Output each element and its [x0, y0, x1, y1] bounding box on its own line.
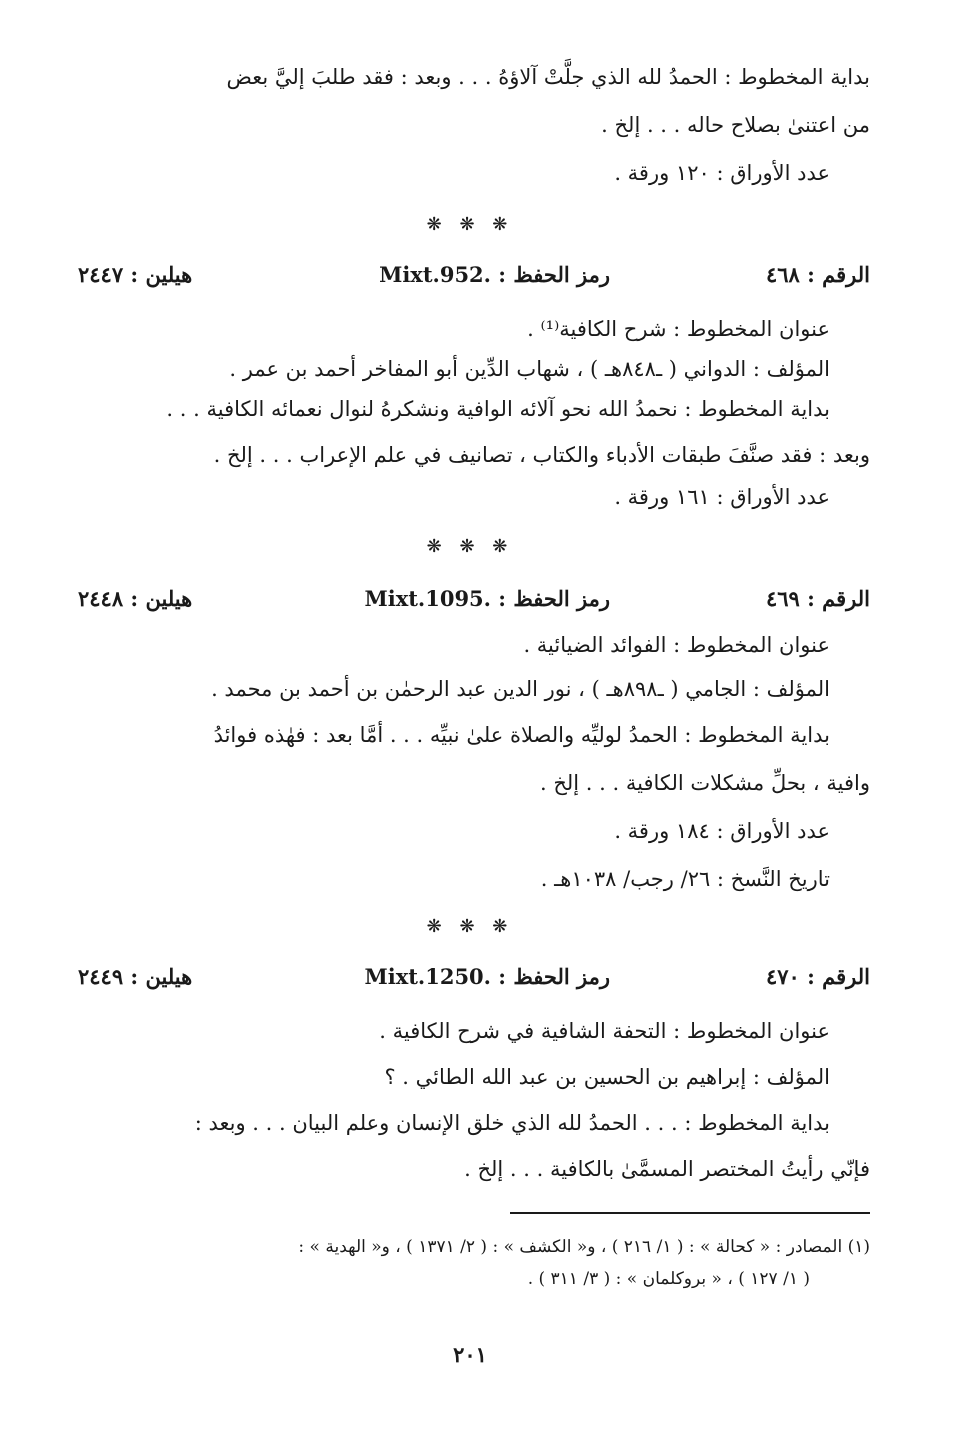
folios: عدد الأوراق : ١٦١ ورقة .: [614, 485, 830, 509]
manuscript-title: عنوان المخطوط : شرح الكافية⁽¹⁾ .: [527, 317, 830, 341]
footnote-rule: [510, 1212, 870, 1214]
section-separator: ❋ ❋ ❋: [426, 214, 514, 235]
document-page: [70, 52, 870, 1412]
author: المؤلف : إبراهيم بن الحسين بن عبد الله الطائي . ؟: [384, 1065, 830, 1089]
entry-header: [70, 260, 870, 290]
previous-entry-folios: عدد الأوراق : ١٢٠ ورقة .: [614, 161, 830, 185]
hailin-number: هيلين : ٢٤٤٨: [78, 586, 193, 611]
previous-entry-start-line1: بداية المخطوط : الحمدُ لله الذي جلَّتْ آلاؤهُ . . . وبعد : فقد طلبَ إليَّ بعض: [226, 65, 870, 89]
shelf-code: رمز الحفظ : .Mixt.1095: [364, 586, 610, 611]
manuscript-title: عنوان المخطوط : الفوائد الضيائية .: [523, 633, 830, 657]
footnote-line2: ( ١/ ١٢٧ ) ، « بروكلمان » : ( ٣/ ٣١١ ) .: [527, 1269, 810, 1289]
entry-number: الرقم : ٤٦٩: [765, 586, 870, 611]
hailin-number: هيلين : ٢٤٤٧: [78, 262, 193, 287]
section-separator: ❋ ❋ ❋: [426, 916, 514, 937]
section-separator: ❋ ❋ ❋: [426, 536, 514, 557]
entry-number: الرقم : ٤٦٨: [765, 262, 870, 287]
start-line2: وبعد : فقد صنَّفَ طبقات الأدباء والكتاب ، تصانيف في علم الإعراب . . . إلخ .: [213, 443, 870, 467]
copy-date: تاريخ النَّسخ : ٢٦/ رجب/ ١٠٣٨هـ .: [540, 867, 830, 891]
folios: عدد الأوراق : ١٨٤ ورقة .: [614, 819, 830, 843]
previous-entry-start-line2: من اعتنىٰ بصلاح حاله . . . إلخ .: [601, 113, 870, 137]
hailin-number: هيلين : ٢٤٤٩: [78, 964, 193, 989]
start-line1: بداية المخطوط : الحمدُ لوليِّه والصلاة علىٰ نبيِّه . . . أمَّا بعد : فهٰذه فوائدُ: [213, 723, 830, 747]
footnote-line1: (١) المصادر : « كحالة » : ( ١/ ٢١٦ ) ، و« الكشف » : ( ٢/ ١٣٧١ ) ، و« الهدية » :: [298, 1237, 870, 1257]
start-line2: وافية ، بحلِّ مشكلات الكافية . . . إلخ .: [539, 771, 870, 795]
start-line1: بداية المخطوط : . . . الحمدُ لله الذي خلق الإنسان وعلم البيان . . . وبعد :: [194, 1111, 830, 1135]
entry-number: الرقم : ٤٧٠: [765, 964, 870, 989]
entry-header: [70, 962, 870, 992]
start-line2: فإنّي رأيتُ المختصر المسمَّىٰ بالكافية . . . إلخ .: [464, 1157, 870, 1181]
start-line1: بداية المخطوط : نحمدُ الله نحو آلائه الوافية ونشكرهُ لنوال نعمائه الكافية . . .: [166, 397, 830, 421]
manuscript-title: عنوان المخطوط : التحفة الشافية في شرح الكافية .: [379, 1019, 830, 1043]
shelf-code: رمز الحفظ : .Mixt.1250: [364, 964, 610, 989]
entry-header: [70, 584, 870, 614]
author: المؤلف : الدواني ( ـ٨٤٨هـ ) ، شهاب الدِّين أبو المفاخر أحمد بن عمر .: [229, 357, 830, 381]
page-number: ٢٠١: [453, 1342, 487, 1367]
author: المؤلف : الجامي ( ـ٨٩٨هـ ) ، نور الدين عبد الرحمٰن بن أحمد بن محمد .: [211, 677, 830, 701]
shelf-code: رمز الحفظ : .Mixt.952: [379, 262, 610, 287]
